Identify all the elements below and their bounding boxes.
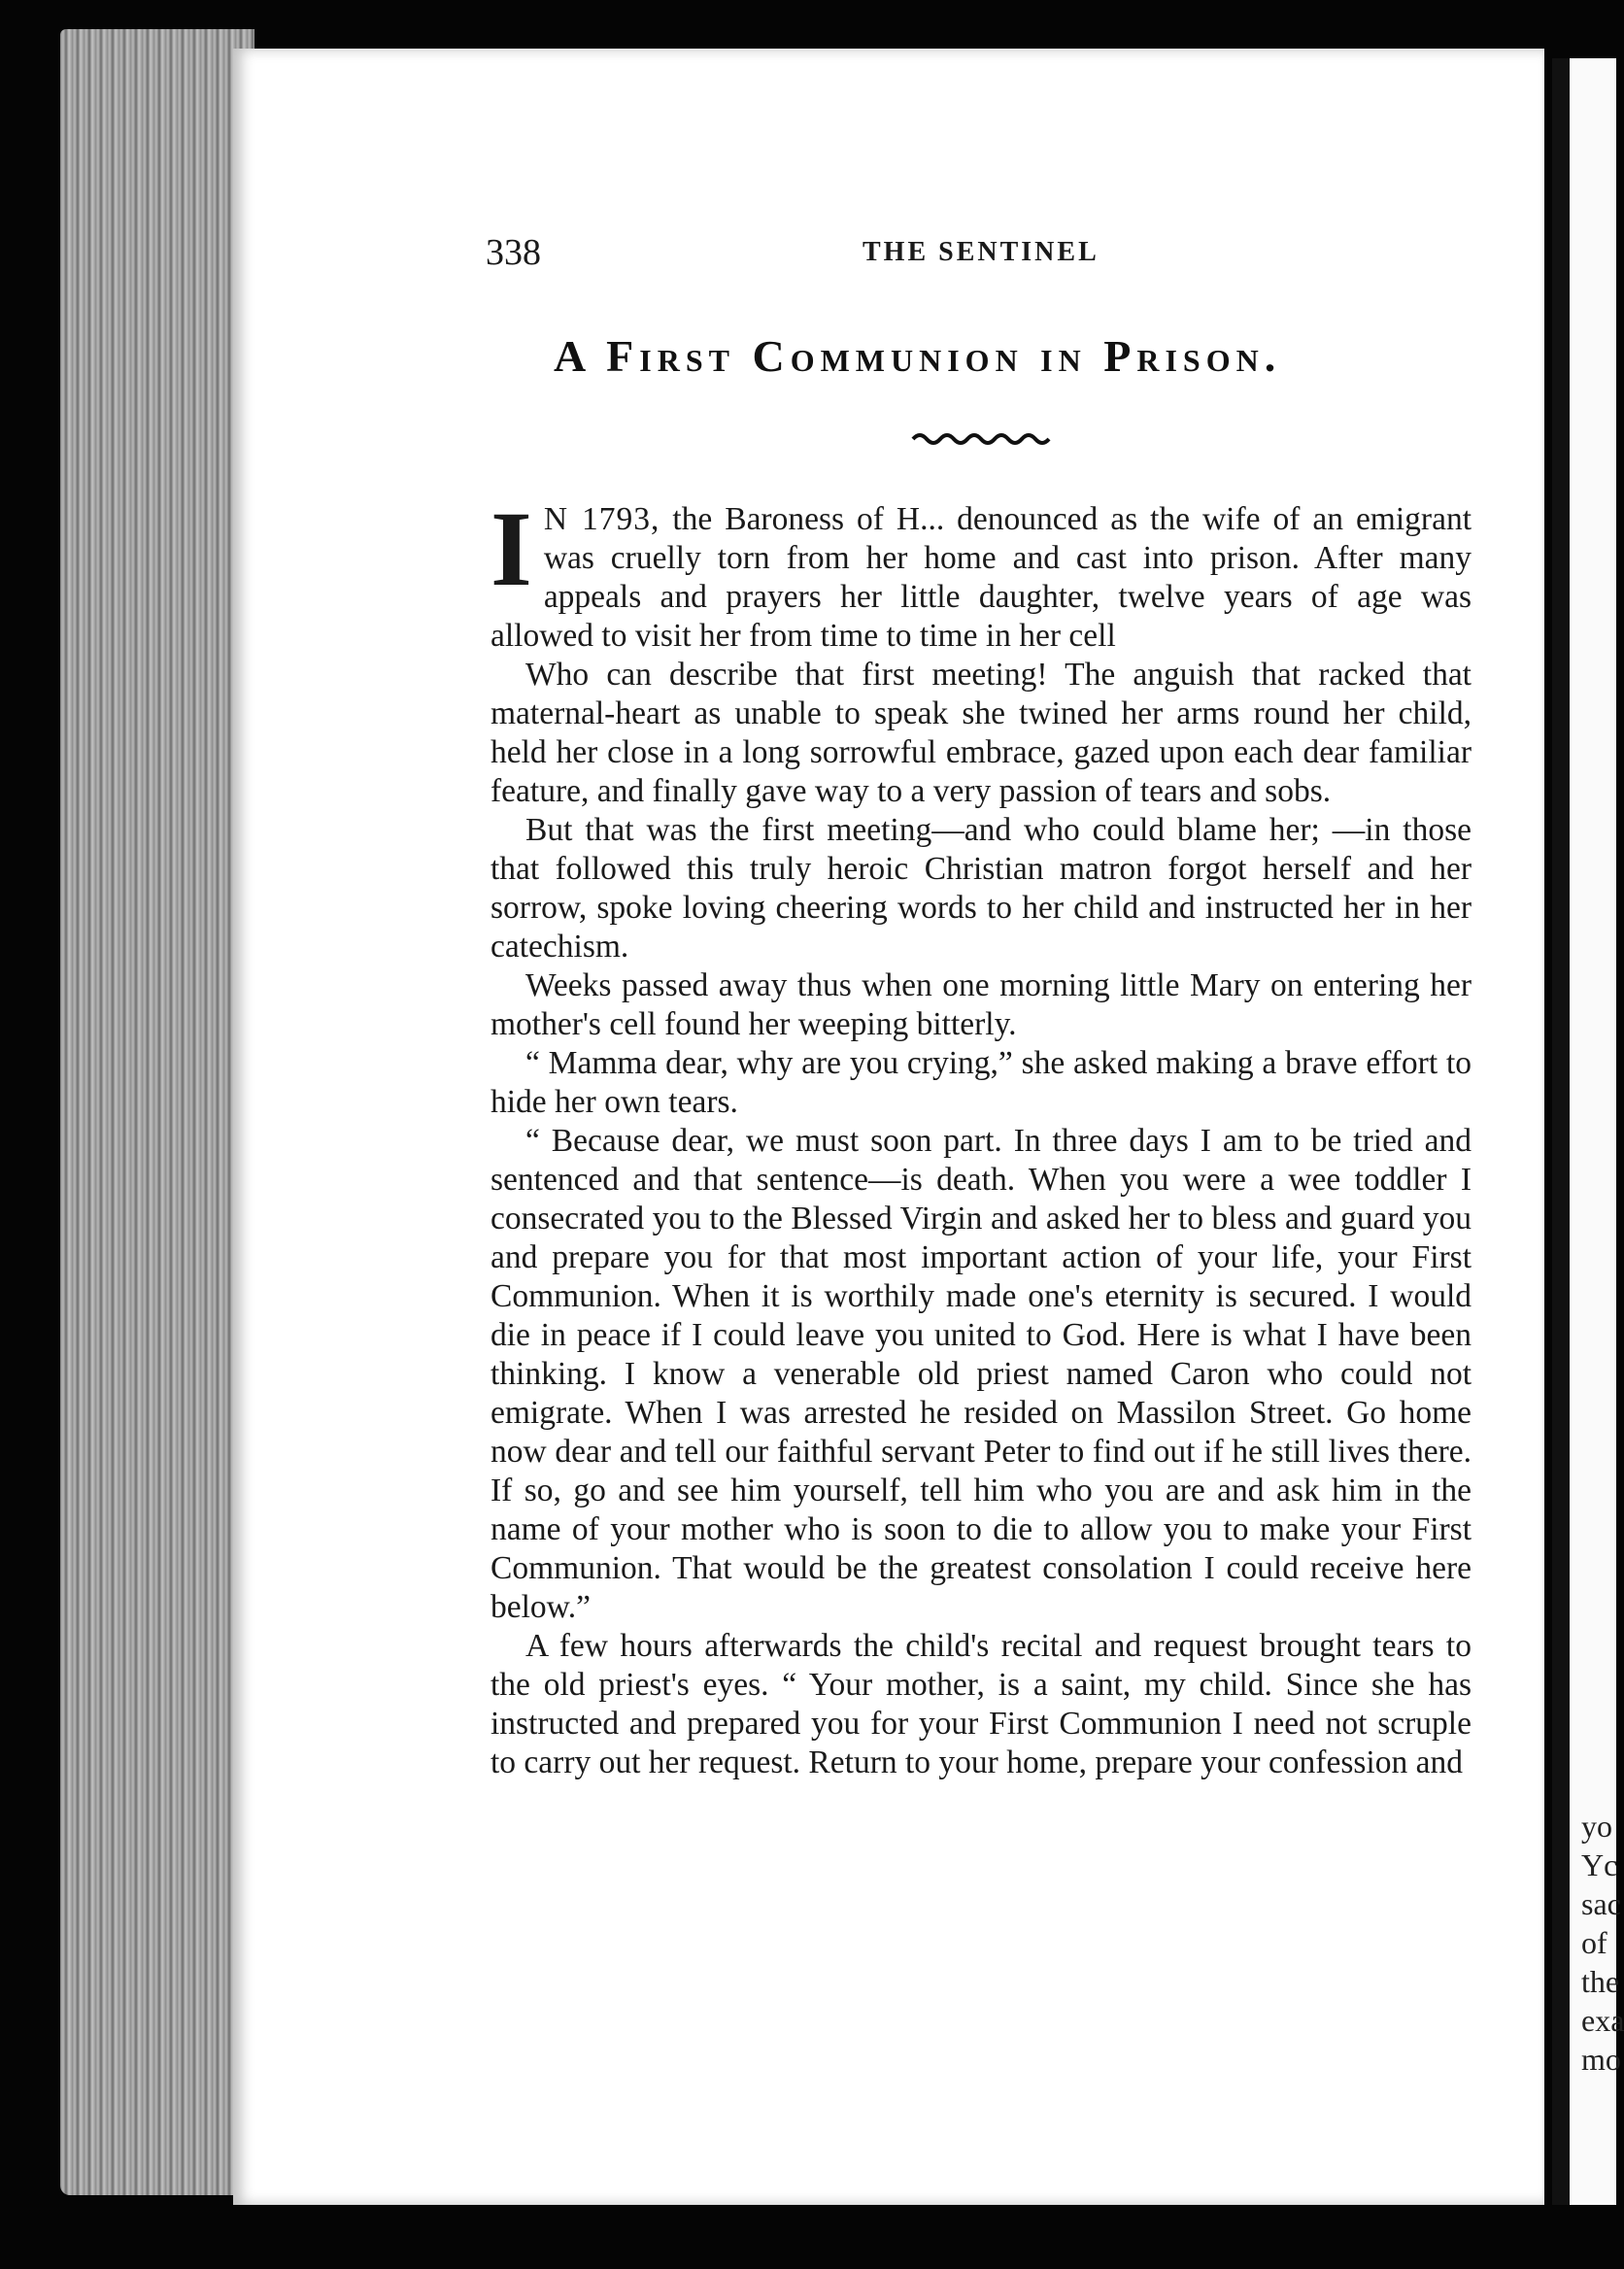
wave-ornament bbox=[913, 427, 1049, 447]
drop-cap: I bbox=[491, 490, 532, 608]
paragraph-1 bbox=[491, 490, 1472, 656]
facing-page-fragment: of bbox=[1581, 1925, 1607, 1960]
article-title: A First Communion in Prison. bbox=[554, 331, 1282, 381]
facing-page-fragment: sac bbox=[1581, 1886, 1621, 1921]
facing-page-fragment: exa bbox=[1581, 2003, 1624, 2038]
facing-page-fragment: mo bbox=[1581, 2042, 1621, 2077]
paragraph-3: But that was the first meeting—and who could blame her; —in those that followed this truly heroic Christian matron forgot herself and her sorrow, spoke loving cheering words to her child and instructed her in her catechism. bbox=[491, 812, 1472, 965]
paragraph-7: A few hours afterwards the child's recital and request brought tears to the old priest's eyes. “ Your mother, is a saint, my child. Since she has instructed and prepared you for your First Communion I need not scruple to carry out her request. Return to your home, prepare your confession and bbox=[491, 1628, 1472, 1780]
article-body bbox=[491, 490, 1472, 1782]
book-page-edges bbox=[60, 29, 254, 2195]
facing-page bbox=[1552, 58, 1624, 2205]
running-title: THE SENTINEL bbox=[863, 237, 1100, 267]
page-header bbox=[486, 231, 1467, 274]
facing-page-fragment: yo bbox=[1581, 1809, 1612, 1844]
paragraph-5: “ Mamma dear, why are you crying,” she asked making a brave effort to hide her own tears. bbox=[491, 1045, 1472, 1120]
first-lead: N 1793, bbox=[543, 501, 660, 537]
page-number: 338 bbox=[486, 232, 541, 273]
book-gutter bbox=[1552, 58, 1570, 2205]
facing-page-fragment: Yc bbox=[1581, 1847, 1618, 1882]
paragraph-text: the Baroness of H... denounced as the wife of an emigrant was cruelly torn from her home and cast into prison. After many appeals and prayers her little daughter, twelve years of age was allowed to visit her from time to time in her cell bbox=[491, 501, 1472, 654]
facing-page-fragment: the bbox=[1581, 1964, 1620, 1999]
paragraph-4: Weeks passed away thus when one morning little Mary on entering her mother's cell found her weeping bitterly. bbox=[491, 967, 1472, 1042]
paragraph-2: Who can describe that first meeting! The anguish that racked that maternal-heart as unable to speak she twined her arms round her child, held her close in a long sorrowful embrace, gazed upon each dear familiar feature, and finally gave way to a very passion of tears and sobs. bbox=[491, 657, 1472, 809]
paragraph-6: “ Because dear, we must soon part. In three days I am to be tried and sentenced and that sentence—is death. When you were a wee toddler I consecrated you to the Blessed Virgin and asked her to bless and guard you and prepare you for that most important action of your life, your First Communion. When it is worthily made one's eternity is secured. I would die in peace if I could leave you united to God. Here is what I have been thinking. I know a venerable old priest named Caron who could not emigrate. When I was arrested he resided on Massilon Street. Go home now dear and tell our faithful servant Peter to find out if he still lives there. If so, go and see him yourself, tell him who you are and ask him in the name of your mother who is soon to die to allow you to make your First Communion. That would be the greatest consolation I could receive here below.” bbox=[491, 1123, 1472, 1625]
